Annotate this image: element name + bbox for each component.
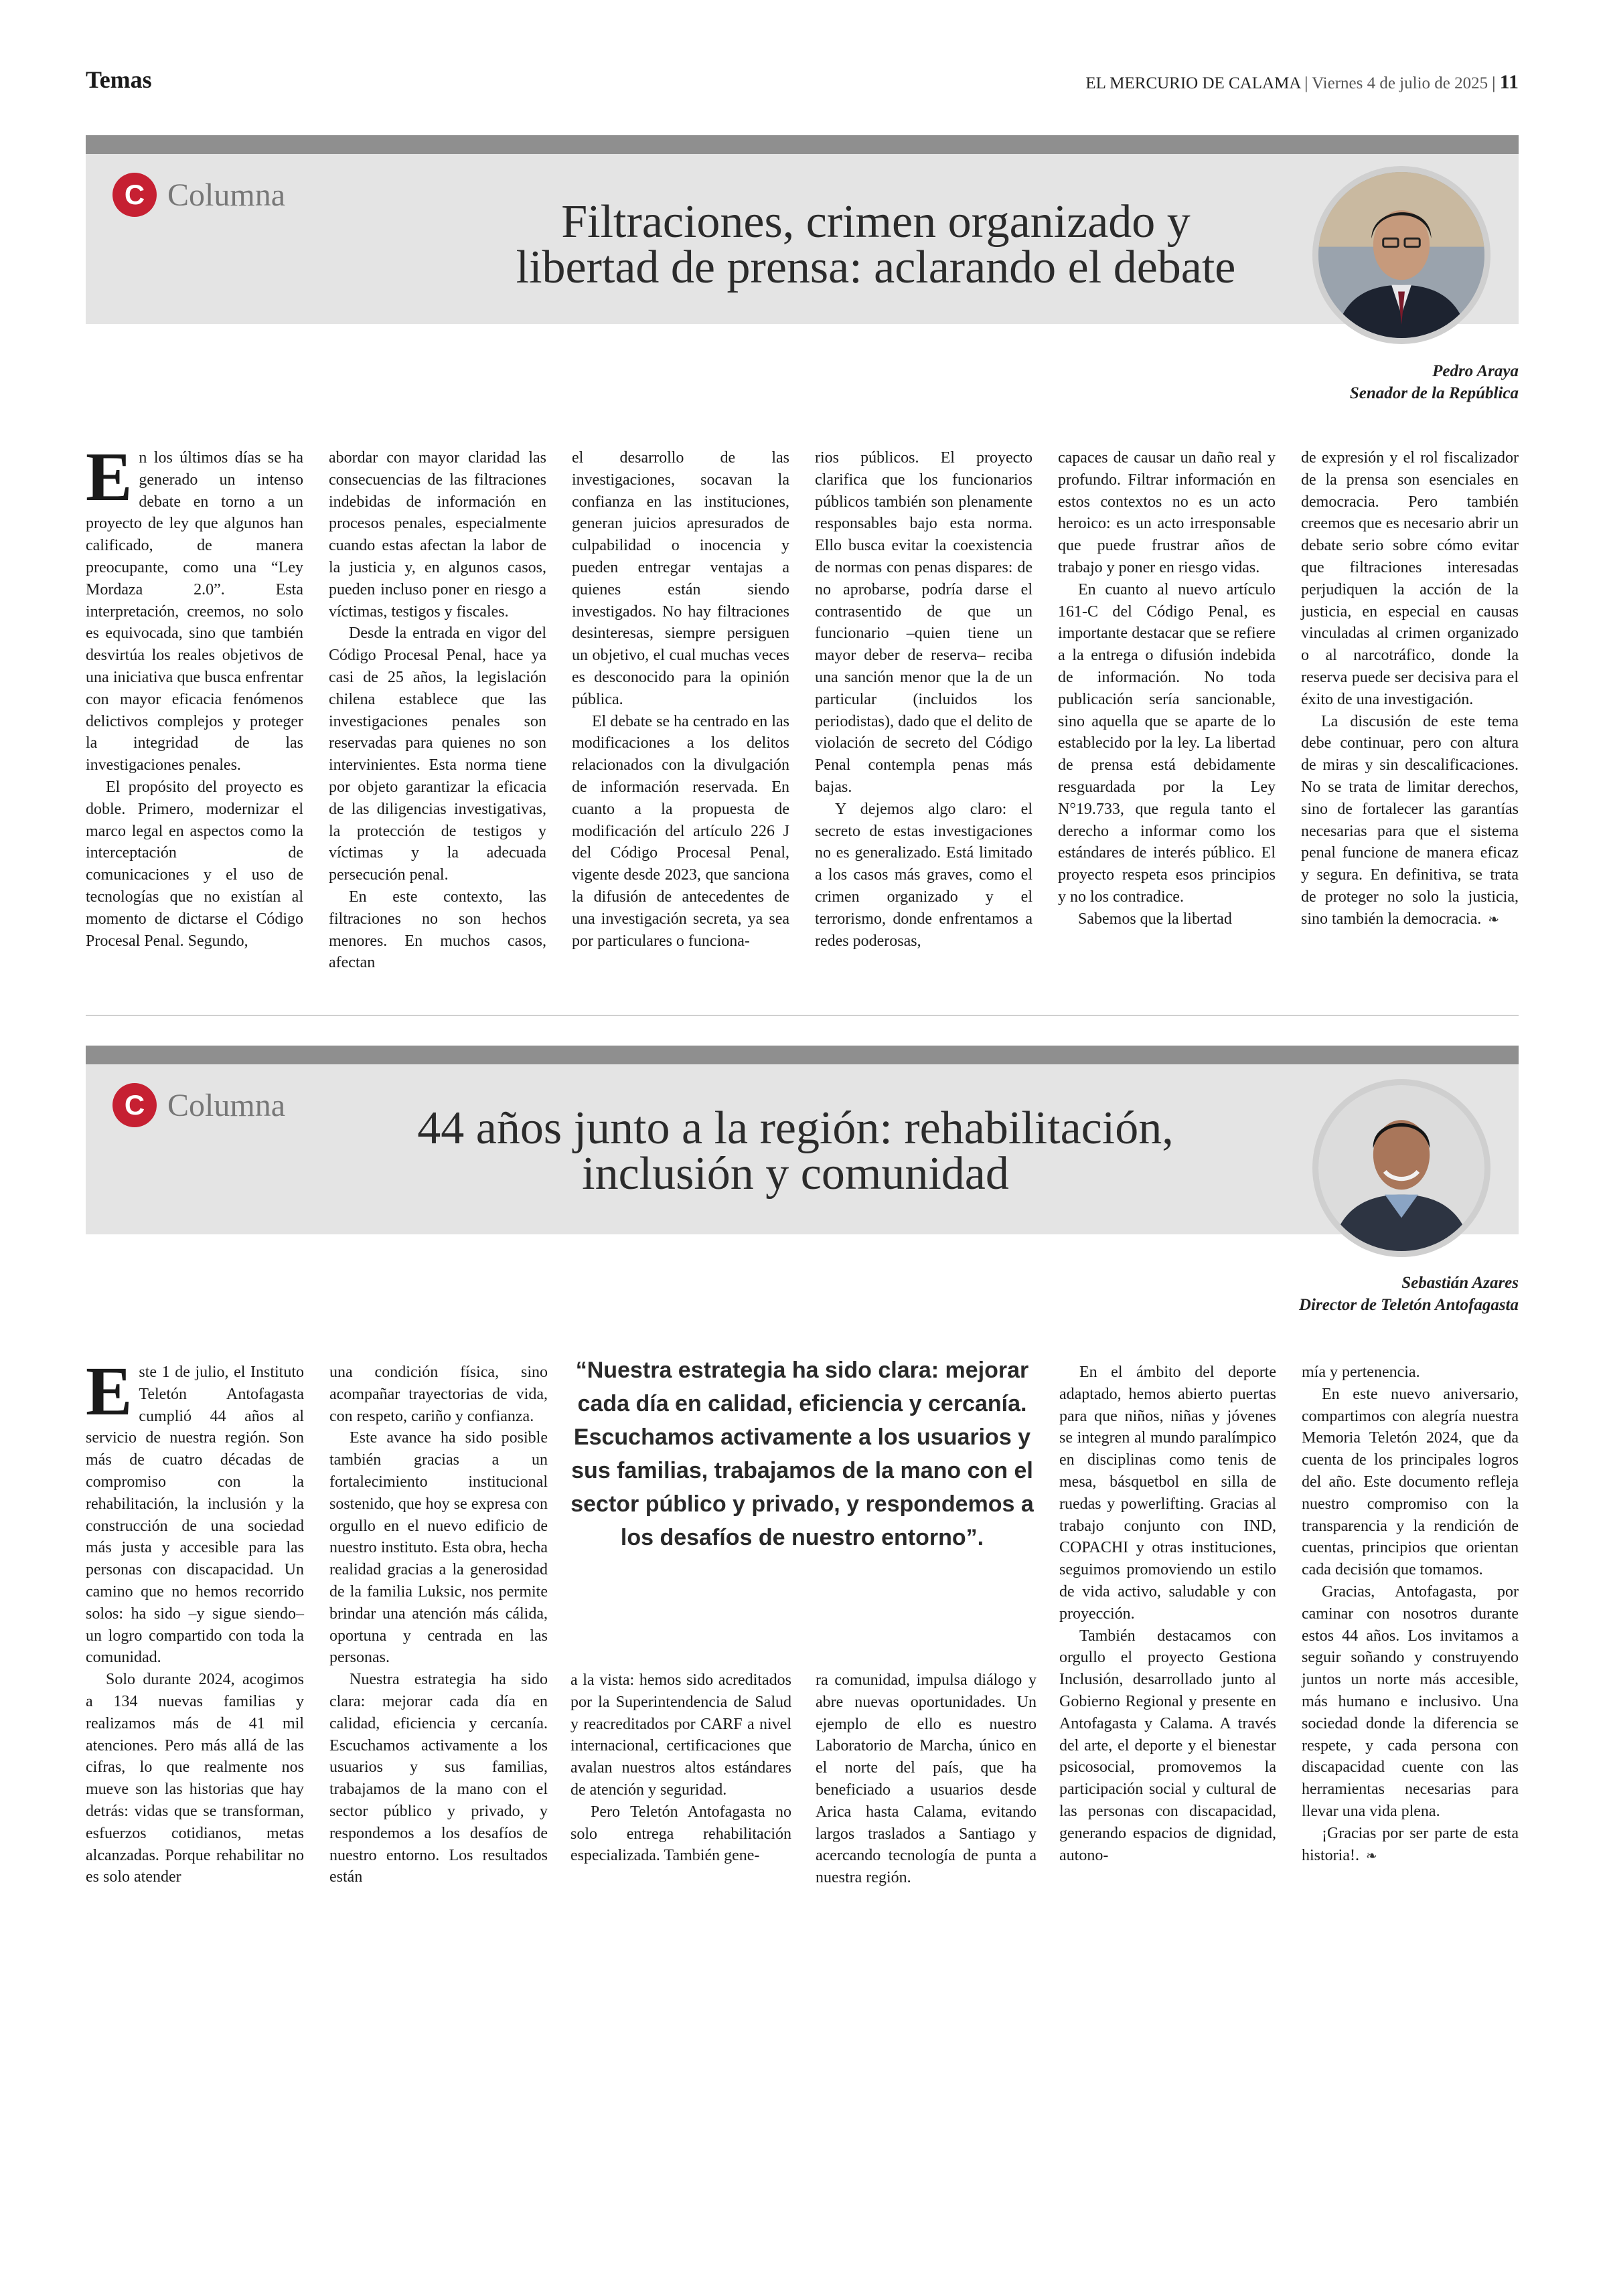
paragraph: En este nuevo aniversario, compartimos con alegría nuestra Memoria Teletón 2024, que da cuenta de los principales logros del año. Este documento refleja nuestro compromiso con la transparencia y la rendición de cuentas, principios que orientan cada decisión que tomamos.: [1302, 1385, 1519, 1579]
publication-date: Viernes 4 de julio de 2025: [1312, 74, 1488, 92]
author-name: Sebastián Azares: [1401, 1274, 1519, 1292]
author-photo-sebastian-azares: [1312, 1079, 1490, 1257]
article2-column-2: [329, 1362, 548, 1888]
author-title: Senador de la República: [1349, 384, 1519, 402]
article1-column-3: [572, 447, 789, 989]
article1-column-6: [1301, 447, 1519, 989]
article1-byline: [1350, 360, 1519, 404]
paragraph: abordar con mayor claridad las consecuencias de las filtraciones indebidas de información en procesos penales, especialmente cuando estas afectan la labor de la justicia y, en algunos casos, pueden incluso poner en riesgo a víctimas, testigos y fiscales.: [329, 449, 546, 621]
paragraph: ste 1 de julio, el Instituto Teletón Antofagasta cumplió 44 años al servicio de nuestra región. Son más de cuatro décadas de compromiso con la rehabilitación, la inclusión y la construcción de una sociedad más justa y accesible para las personas con discapacidad. Un camino que no hemos recorrido solos: ha sido –y sigue siendo– un logro compartido con toda la comunidad.: [86, 1364, 304, 1667]
author-name: Pedro Araya: [1432, 362, 1519, 380]
paragraph: ra comunidad, impulsa diálogo y abre nuevas oportunidades. Un ejemplo de ello es nuestro Laboratorio de Marcha, único en el norte del país, que ha beneficiado a usuarios desde Arica hasta Calama, evitando largos traslados a Santiago y acercando tecnología de punta a nuestra región.: [816, 1671, 1037, 1887]
paragraph: El propósito del proyecto es doble. Primero, modernizar el marco legal en aspectos como la interceptación de comunicaciones y el uso de tecnologías que no existían al momento de dictarse el Código Procesal Penal. Segundo,: [86, 778, 303, 950]
end-of-article-icon: ❧: [1365, 1847, 1377, 1864]
headline-line: Filtraciones, crimen organizado y: [561, 196, 1191, 248]
author-title: Director de Teletón Antofagasta: [1298, 1296, 1519, 1314]
paragraph: La discusión de este tema debe continuar, pero con altura de miras y sin descalificaciones. No se trata de limitar derechos, sino de fortalecer las garantías necesarias para que el sistema penal funcione de manera eficaz y segura. En definitiva, se trata de proteger no solo la justicia, sino también la democracia. ❧: [1301, 712, 1519, 928]
article1-column-5: [1058, 447, 1276, 989]
publication-name: EL MERCURIO DE CALAMA: [1085, 74, 1301, 92]
page-folio: [86, 66, 1519, 99]
portrait-image: [1318, 172, 1484, 338]
article2-column-3: [570, 1669, 791, 1889]
article2-byline: [1299, 1272, 1519, 1316]
article1-headline: [307, 196, 1445, 293]
article2-column-1: [86, 1353, 304, 1888]
article2-header: [86, 1046, 1519, 1234]
folio-sep: |: [1492, 74, 1496, 92]
dropcap: E: [86, 1353, 133, 1430]
paragraph: de expresión y el rol fiscalizador de la prensa son esenciales en democracia. Pero también creemos que es necesario abrir un debate serio sobre cómo evitar que filtraciones interesadas perjudiquen la acción de la justicia, en especial en causas vinculadas al crimen organizado o al narcotráfico, donde la reserva puede ser decisiva para el éxito de una investigación.: [1301, 449, 1519, 708]
article2-column-5: [1059, 1362, 1276, 1866]
page-number: 11: [1499, 71, 1519, 93]
column-c-icon: C: [112, 1083, 157, 1127]
article-divider: [86, 1015, 1519, 1016]
article2-column-6: [1302, 1362, 1519, 1866]
paragraph: Y dejemos algo claro: el secreto de estas investigaciones no es generalizado. Está limitado a los casos más graves, como el crimen organizado y el terrorismo, donde enfrentamos a redes poderosas,: [815, 800, 1032, 950]
paragraph: a la vista: hemos sido acreditados por la Superintendencia de Salud y reacreditados por CARF a nivel internacional, certificaciones que avalan nuestros altos estándares de atención y seguridad.: [570, 1671, 791, 1799]
paragraph: En este contexto, las filtraciones no son hechos menores. En muchos casos, afectan: [329, 888, 546, 972]
article1-column-2: [329, 447, 546, 989]
paragraph: Sabemos que la libertad: [1078, 910, 1232, 928]
author-photo-pedro-araya: [1312, 166, 1490, 344]
column-tag-label: Columna: [167, 1087, 285, 1123]
article1-column-4: [815, 447, 1032, 989]
article1-column-1: [86, 438, 303, 989]
article2-headline: [260, 1102, 1331, 1200]
paragraph: capaces de causar un daño real y profundo. Filtrar información en estos contextos no es un acto heroico: es un acto irresponsable que puede frustrar años de trabajo y poner en riesgo vidas.: [1058, 449, 1276, 576]
end-of-article-icon: ❧: [1488, 910, 1499, 927]
paragraph: El debate se ha centrado en las modificaciones a los delitos relacionados con la divulgación de información reservada. En cuanto a la propuesta de modificación del artículo 226 J del Código Procesal Penal, vigente desde 2023, que sanciona la difusión de antecedentes de una investigación secreta, ya sea por particulares o funciona-: [572, 712, 789, 950]
paragraph: Gracias, Antofagasta, por caminar con nosotros durante estos 44 años. Los invitamos a seguir soñando y construyendo juntos un norte más accesible, más humano e inclusivo. Una sociedad donde la diferencia se respete, y cada persona con discapacidad cuente con las herramientas necesarias para llevar una vida plena.: [1302, 1582, 1519, 1820]
paragraph: También destacamos con orgullo el proyecto Gestiona Inclusión, desarrollado junto al Gobierno Regional y presente en Antofagasta y Calama. A través del arte, el deporte y el bienestar psicosocial, promovemos la participación social y cultural de las personas con discapacidad, generando espacios de dignidad, autono-: [1059, 1627, 1276, 1864]
paragraph: En el ámbito del deporte adaptado, hemos abierto puertas para que niños, niñas y jóvenes se integren al mundo paralímpico en disciplinas como tenis de mesa, básquetbol en silla de ruedas y powerlifting. Gracias al trabajo conjunto con IND, COPACHI y otras instituciones, seguimos promoviendo un estilo de vida activo, saludable y con proyección.: [1059, 1364, 1276, 1623]
paragraph: ¡Gracias por ser parte de esta historia!. ❧: [1302, 1824, 1519, 1864]
headline-line: inclusión y comunidad: [582, 1148, 1009, 1200]
paragraph: mía y pertenencia.: [1302, 1364, 1420, 1381]
paragraph: Solo durante 2024, acogimos a 134 nuevas familias y realizamos más de 41 mil atenciones. Pero más allá de las cifras, lo que realmente nos mueve son las historias que hay detrás: vidas que se transforman, esfuerzos cotidianos, metas alcanzadas. Porque rehabilitar no es solo atender: [86, 1671, 304, 1886]
article1-body: [86, 438, 1519, 989]
column-tag-label: Columna: [167, 177, 285, 213]
dropcap: E: [86, 438, 133, 515]
article2-body-left: [86, 1353, 548, 1888]
portrait-image: [1318, 1085, 1484, 1251]
pull-quote: “Nuestra estrategia ha sido clara: mejorar cada día en calidad, eficiencia y cercanía. Escuchamos activamente a los usuarios y sus familias, trabajamos de la mano con el sector público y privado, y respondemos a los desafíos de nuestro entorno”.: [570, 1358, 1034, 1550]
paragraph: Nuestra estrategia ha sido clara: mejorar cada día en calidad, eficiencia y cercanía. Escuchamos activamente a los usuarios y sus familias, trabajamos de la mano con el sector público y privado, y respondemos a los desafíos de nuestro entorno. Los resultados están: [329, 1671, 548, 1886]
article2-body-center: [570, 1669, 1037, 1889]
article2-body-right: [1059, 1362, 1519, 1866]
paragraph: rios públicos. El proyecto clarifica que los funcionarios públicos también son plenamente responsables bajo esta norma. Ello busca evitar la coexistencia de normas con penas dispares: de no aprobarse, podría darse el contrasentido de que un funcionario –quien tiene un mayor deber de reserva– reciba una sanción menor que la de un particular (incluidos los periodistas), dado que el delito de violación de secreto del Código Penal contempla penas más bajas.: [815, 449, 1032, 796]
article2-column-4: [816, 1669, 1037, 1889]
paragraph: Pero Teletón Antofagasta no solo entrega rehabilitación especializada. También gene-: [570, 1803, 791, 1865]
paragraph: En cuanto al nuevo artículo 161-C del Código Penal, es importante destacar que se refiere a la entrega o difusión indebida de información. No toda publicación sería sancionable, sino aquella que se aparte de lo establecido por la ley. La libertad de prensa está debidamente resguardada por la Ley N°19.733, que regula tanto el derecho a informar como los estándares de interés público. El proyecto respeta esos principios y no los contradice.: [1058, 580, 1276, 906]
headline-line: 44 años junto a la región: rehabilitación,: [417, 1102, 1174, 1154]
headline-line: libertad de prensa: aclarando el debate: [516, 242, 1236, 293]
publication-line: [1085, 71, 1519, 94]
paragraph: Este avance ha sido posible también gracias a un fortalecimiento institucional sostenido, que hoy se expresa con orgullo en el nuevo edificio de nuestro instituto. Esta obra, hecha realidad gracias a la generosidad de la familia Luksic, nos permite brindar una atención más cálida, oportuna y centrada en las personas.: [329, 1429, 548, 1667]
paragraph: n los últimos días se ha generado un intenso debate en torno a un proyecto de ley que algunos han calificado, de manera preocupante, como una “Ley Mordaza 2.0”. Esta interpretación, creemos, no solo es equivocada, sino que también desvirtúa los reales objetivos de una iniciativa que busca enfrentar con mayor eficacia fenómenos delictivos complejos y proteger la integridad de las investigaciones penales.: [86, 449, 303, 774]
paragraph: el desarrollo de las investigaciones, socavan la confianza en las instituciones, generan juicios apresurados de culpabilidad o inocencia y pueden entregar ventajas a quienes están siendo investigados. No hay filtraciones desinteresas, siempre persiguen un objetivo, el cual muchas veces es desconocido para la opinión pública.: [572, 449, 789, 708]
column-c-icon: C: [112, 173, 157, 217]
column-tag: [112, 171, 285, 218]
paragraph: Desde la entrada en vigor del Código Procesal Penal, hace ya casi de 25 años, la legislación chilena establece que las investigaciones penales son reservadas para quienes no son intervinientes. Esta norma tiene por objeto garantizar la eficacia de las diligencias investigativas, la protección de testigos y víctimas y la adecuada persecución penal.: [329, 625, 546, 884]
folio-sep: |: [1304, 74, 1308, 92]
paragraph: una condición física, sino acompañar trayectorias de vida, con respeto, cariño y confianza.: [329, 1364, 548, 1425]
article1-header: [86, 135, 1519, 324]
section-name: Temas: [86, 66, 152, 93]
